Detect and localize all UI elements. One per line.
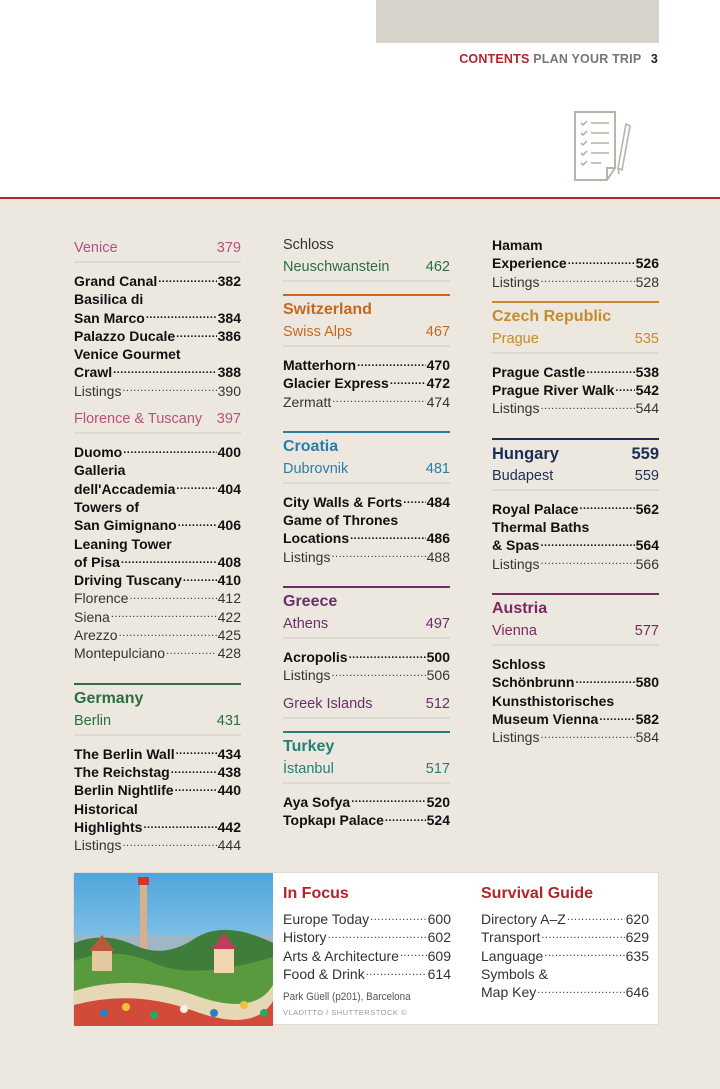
toc-entry[interactable] [492,273,659,291]
dot-leader [615,383,634,395]
entry-label: Europe Today [283,911,370,927]
toc-city-vienna[interactable] [492,619,659,646]
entry-page: 425 [217,627,241,644]
entry-page: 442 [217,818,241,835]
dot-leader [119,628,217,640]
city-name: Budapest [492,467,554,484]
dot-leader [540,557,634,569]
entry-page: 620 [625,911,649,927]
entry-label: of Pisa [74,553,120,570]
dot-leader [586,365,634,377]
entry-page: 562 [635,500,659,517]
entry-label: Schönbrunn [492,674,575,691]
photo-credit: VLADITTO / SHUTTERSTOCK © [283,1008,408,1017]
dot-leader [171,765,217,777]
toc-entry[interactable] [74,363,241,381]
entry-page: 408 [217,553,241,570]
entry-label: Prague Castle [492,363,586,380]
entry-label: Florence [74,590,129,607]
toc-city-greek-islands[interactable] [283,692,450,719]
toc-entry[interactable] [283,965,451,983]
entry-label-line[interactable]: Galleria [74,462,126,479]
entry-label: Language [481,947,544,964]
dot-leader [390,376,426,388]
entry-page: 600 [427,911,451,927]
city-name: Neuschwanstein [283,259,390,275]
toc-entry[interactable] [283,928,451,946]
entry-page: 428 [217,645,241,662]
city-page: 497 [425,616,450,633]
city-name: Dubrovnik [283,460,349,477]
dot-leader [166,646,217,658]
toc-city-dubrovnik[interactable] [283,457,450,484]
entry-label-line[interactable]: Thermal Baths [492,519,590,536]
toc-entry[interactable] [492,381,659,399]
entry-page: 528 [635,273,659,290]
toc-entry[interactable] [283,910,451,928]
entry-label: The Berlin Wall [74,745,175,762]
entry-page: 486 [426,530,450,547]
toc-city-athens[interactable] [283,612,450,639]
city-page: 431 [216,712,241,729]
entry-page: 406 [217,517,241,534]
city-page: 559 [634,467,659,484]
entry-label: Listings [74,837,122,854]
dot-leader [158,274,216,286]
city-page: 379 [216,240,241,256]
toc-entry[interactable] [74,818,241,836]
country-page: 559 [631,444,659,463]
entry-label: Glacier Express [283,375,389,392]
entry-label: Zermatt [283,393,332,410]
city-name: Berlin [74,712,112,729]
entry-page: 390 [217,382,241,399]
dot-leader [122,838,216,850]
toc-entry[interactable] [283,648,450,666]
checklist-document-icon [571,110,633,184]
dot-leader [350,531,426,543]
entry-label: Food & Drink [283,965,365,982]
entry-page: 526 [635,255,659,272]
toc-entry[interactable] [492,399,659,417]
toc-entry[interactable] [74,781,241,799]
dot-leader [351,795,425,807]
toc-entry[interactable] [283,393,450,411]
entry-page: 404 [217,480,241,497]
toc-column-2 [283,236,450,829]
dot-leader [540,538,634,550]
entry-label: dell'Accademia [74,480,176,497]
entry-label: Listings [492,273,540,290]
toc-country-croatia[interactable] [283,431,450,457]
entry-page: 434 [217,745,241,762]
entry-label: San Gimignano [74,517,177,534]
toc-column-3 [492,236,659,746]
entry-page: 472 [426,375,450,392]
dot-leader [537,985,624,997]
in-focus-section [283,884,451,983]
city-page: 462 [425,259,450,275]
toc-entry[interactable] [74,327,241,345]
toc-entry[interactable] [283,793,450,811]
entry-page: 474 [426,393,450,410]
entry-page: 470 [426,357,450,373]
entry-page: 444 [217,837,241,854]
entry-page: 524 [426,811,450,828]
entry-page: 542 [635,382,659,399]
toc-entry[interactable] [492,728,659,746]
header-divider [0,197,720,199]
entry-page: 506 [426,667,450,684]
entry-label: Siena [74,608,110,625]
entry-page: 386 [217,327,241,344]
entry-label: Berlin Nightlife [74,782,174,799]
entry-label: Listings [492,400,540,417]
entry-page: 382 [217,273,241,289]
dot-leader [122,384,216,396]
entry-label: Crawl [74,364,113,381]
city-name: Swiss Alps [283,324,353,340]
toc-country-greece[interactable] [283,586,450,612]
running-header [459,52,658,66]
city-name: Greek Islands [283,695,373,712]
entry-label: The Reichstag [74,763,170,780]
entry-label: Arts & Architecture [283,947,399,964]
dot-leader [575,675,634,687]
entry-page: 584 [635,729,659,746]
entry-label-line[interactable]: Hamam [492,237,543,253]
entry-label-line[interactable]: Historical [74,800,138,817]
toc-entry[interactable] [74,480,241,498]
toc-entry[interactable] [481,910,649,928]
city-name: Prague [492,330,539,347]
dot-leader [146,311,217,323]
entry-label: Acropolis [283,649,348,666]
entry-label: Highlights [74,818,143,835]
entry-label: Listings [283,667,331,684]
entry-label: Prague River Walk [492,382,615,399]
toc-entry[interactable] [492,555,659,573]
dot-leader [540,275,634,287]
toc-country-germany[interactable] [74,683,241,709]
entry-label: Locations [283,530,350,547]
dot-leader [176,329,216,341]
survival-guide-title: Survival Guide [481,885,594,902]
entry-page: 564 [635,537,659,554]
dot-leader [178,518,217,530]
toc-entry[interactable] [74,608,241,626]
toc-entry[interactable] [283,811,450,829]
toc-entry[interactable] [492,673,659,691]
toc-country-hungary[interactable] [492,438,659,464]
country-name: Czech Republic [492,307,612,325]
entry-label-line[interactable]: Kunsthistorisches [492,692,615,709]
entry-label: Museum Vienna [492,710,599,727]
dot-leader [183,573,217,585]
entry-page: 609 [427,947,451,964]
dot-leader [175,783,217,795]
dot-leader [176,747,217,759]
dot-leader [349,650,426,662]
survival-guide-section [481,884,649,1001]
entry-page: 438 [217,763,241,780]
entry-page: 388 [217,364,241,381]
entry-page: 422 [217,608,241,625]
entry-label-line[interactable]: Symbols & [481,965,548,982]
entry-label: Matterhorn [283,357,357,373]
dot-leader [129,591,216,603]
dot-leader [123,445,216,457]
entry-label: Transport [481,929,541,946]
entry-page: 582 [635,710,659,727]
dot-leader [540,730,634,742]
country-name: Hungary [492,444,559,463]
toc-city-istanbul[interactable] [283,757,450,784]
header-contents: CONTENTS [459,52,530,66]
toc-entry[interactable] [283,493,450,511]
page-number: 3 [650,52,658,66]
dot-leader [385,813,426,825]
toc-city-florence[interactable] [74,407,241,434]
city-name: Athens [283,616,329,633]
entry-page: 384 [217,309,241,326]
country-name: Switzerland [283,301,372,318]
entry-page: 484 [426,493,450,510]
city-page: 517 [425,760,450,777]
entry-label-line[interactable]: Leaning Tower [74,535,172,552]
city-page: 467 [425,324,450,340]
dot-leader [111,610,217,622]
toc-entry[interactable] [74,516,241,534]
entry-page: 410 [217,572,241,589]
dot-leader [541,930,624,942]
country-name: Croatia [283,437,339,455]
entry-label: City Walls & Forts [283,493,403,510]
photo-caption: Park Güell (p201), Barcelona [283,991,411,1003]
header-section: PLAN YOUR TRIP [533,52,642,66]
entry-label: Listings [492,729,540,746]
dot-leader [332,395,425,407]
entry-page: 544 [635,400,659,417]
city-page: 512 [425,695,450,712]
entry-label: Experience [492,255,567,272]
toc-entry[interactable] [74,272,241,290]
city-name: İstanbul [283,760,334,777]
city-page: 577 [634,622,659,639]
toc-entry[interactable] [74,626,241,644]
dot-leader [331,668,425,680]
entry-label: San Marco [74,309,145,326]
entry-page: 538 [635,363,659,380]
toc-city-budapest[interactable] [492,464,659,491]
toc-entry[interactable] [492,710,659,728]
entry-page: 488 [426,548,450,565]
dot-leader [544,949,624,961]
entry-label: Duomo [74,444,123,461]
toc-entry[interactable] [283,548,450,566]
toc-city-neuschwanstein[interactable] [283,255,450,282]
toc-entry[interactable] [74,382,241,400]
toc-entry[interactable] [74,571,241,589]
dot-leader [357,358,426,370]
toc-country-czech-republic[interactable] [492,301,659,327]
toc-entry[interactable] [492,254,659,272]
toc-city-prague[interactable] [492,327,659,354]
toc-city-swiss-alps[interactable] [283,320,450,347]
dot-leader [400,949,427,961]
toc-country-switzerland[interactable] [283,294,450,320]
toc-entry[interactable] [283,356,450,374]
toc-entry[interactable] [481,928,649,946]
city-page: 535 [634,330,659,347]
city-name: Florence & Tuscany [74,411,203,428]
entry-label: Driving Tuscany [74,572,182,589]
dot-leader [370,912,427,924]
toc-column-1 [74,236,241,854]
country-name: Austria [492,599,548,617]
entry-page: 400 [217,444,241,461]
entry-label: Grand Canal [74,273,158,289]
city-name: Vienna [492,622,537,639]
dot-leader [366,967,427,979]
dot-leader [567,912,625,924]
entry-page: 646 [625,984,649,1001]
entry-page: 500 [426,649,450,666]
toc-entry[interactable] [283,947,451,965]
dot-leader [328,930,427,942]
toc-entry[interactable] [74,745,241,763]
toc-entry[interactable] [74,763,241,781]
in-focus-title: In Focus [283,885,349,902]
entry-label: & Spas [492,537,540,554]
entry-label: Map Key [481,984,537,1001]
entry-label: Arezzo [74,627,118,644]
entry-label: Montepulciano [74,645,166,662]
dot-leader [599,712,634,724]
country-name: Greece [283,593,338,611]
city-page: 397 [216,411,241,428]
city-name-line[interactable]: Schloss [283,237,334,253]
toc-entry[interactable] [74,644,241,662]
toc-country-turkey[interactable] [283,731,450,757]
dot-leader [121,555,217,567]
dot-leader [113,365,217,377]
entry-label-line[interactable]: Basilica di [74,291,144,308]
entry-label-line[interactable]: Towers of [74,498,140,515]
toc-entry[interactable] [74,589,241,607]
dot-leader [403,495,425,507]
toc-entry[interactable] [492,363,659,381]
entry-page: 412 [217,590,241,607]
entry-label: Directory A–Z [481,911,566,927]
city-page: 481 [425,460,450,477]
entry-page: 566 [635,555,659,572]
toc-city-berlin[interactable] [74,709,241,736]
toc-entry[interactable] [283,374,450,392]
photo-illustration [74,873,273,1026]
toc-city-venice[interactable] [74,236,241,263]
entry-label: Listings [492,555,540,572]
toc-entry[interactable] [492,536,659,554]
dot-leader [540,401,634,413]
entry-page: 520 [426,793,450,810]
city-name: Venice [74,240,118,256]
entry-label-line[interactable]: Game of Thrones [283,512,399,529]
entry-label: Aya Sofya [283,793,351,810]
toc-entry[interactable] [481,983,649,1001]
toc-entry[interactable] [481,947,649,965]
park-guell-photo[interactable] [74,873,273,1026]
entry-label: Palazzo Ducale [74,327,176,344]
country-name: Germany [74,689,144,707]
toc-entry[interactable] [283,666,450,684]
dot-leader [568,256,635,268]
dot-leader [143,820,216,832]
toc-entry[interactable] [74,836,241,854]
entry-page: 440 [217,782,241,799]
country-name: Turkey [283,737,335,755]
toc-entry[interactable] [74,309,241,327]
entry-page: 614 [427,965,451,982]
entry-label: Royal Palace [492,500,579,517]
header-tab [376,0,659,43]
toc-entry[interactable] [492,500,659,518]
entry-page: 635 [625,947,649,964]
toc-entry[interactable] [74,443,241,461]
entry-label: Topkapı Palace [283,811,384,828]
entry-page: 580 [635,674,659,691]
entry-label: Listings [283,548,331,565]
entry-label: History [283,929,327,946]
toc-entry[interactable] [283,529,450,547]
entry-page: 629 [625,929,649,946]
toc-country-austria[interactable] [492,593,659,619]
dot-leader [176,482,216,494]
bottom-panel [73,872,659,1025]
toc-entry[interactable] [74,553,241,571]
entry-label-line[interactable]: Schloss [492,655,546,672]
entry-page: 602 [427,929,451,946]
dot-leader [331,550,425,562]
entry-label-line[interactable]: Venice Gourmet [74,346,181,363]
dot-leader [579,502,634,514]
entry-label: Listings [74,382,122,399]
